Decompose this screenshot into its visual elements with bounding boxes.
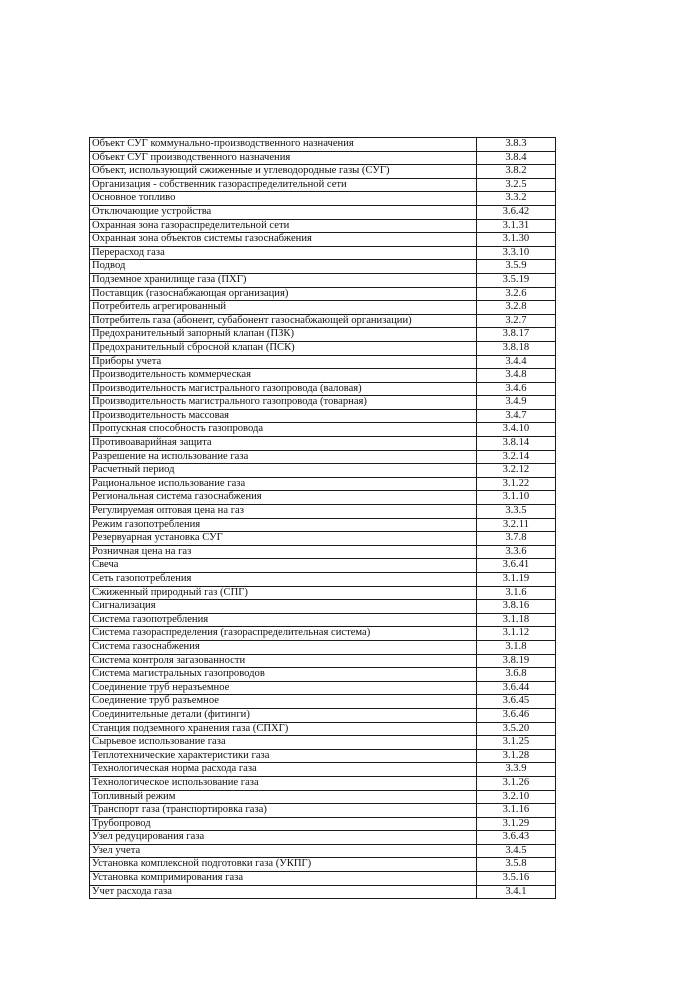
section-number-cell: 3.6.43 (476, 831, 555, 845)
section-number-cell: 3.8.19 (476, 654, 555, 668)
table-row (90, 192, 556, 206)
term-cell: Станция подземного хранения газа (СПХГ) (90, 722, 477, 736)
term-cell: Предохранительный сбросной клапан (ПСК) (90, 341, 477, 355)
table-row (90, 409, 556, 423)
section-number-cell: 3.1.18 (476, 613, 555, 627)
section-number-cell: 3.2.12 (476, 464, 555, 478)
section-number-cell: 3.5.19 (476, 273, 555, 287)
table-row (90, 450, 556, 464)
term-cell: Расчетный период (90, 464, 477, 478)
term-cell: Учет расхода газа (90, 885, 477, 899)
section-number-cell: 3.6.46 (476, 708, 555, 722)
section-number-cell: 3.5.20 (476, 722, 555, 736)
section-number-cell: 3.4.9 (476, 396, 555, 410)
table-row (90, 341, 556, 355)
term-cell: Система контроля загазованности (90, 654, 477, 668)
section-number-cell: 3.7.8 (476, 532, 555, 546)
table-row (90, 246, 556, 260)
section-number-cell: 3.4.8 (476, 369, 555, 383)
table-row (90, 681, 556, 695)
table-row (90, 708, 556, 722)
table-row (90, 586, 556, 600)
term-cell: Система газоснабжения (90, 640, 477, 654)
table-row (90, 518, 556, 532)
term-cell: Противоаварийная защита (90, 437, 477, 451)
term-cell: Узел учета (90, 844, 477, 858)
term-cell: Производительность массовая (90, 409, 477, 423)
section-number-cell: 3.2.14 (476, 450, 555, 464)
section-number-cell: 3.2.11 (476, 518, 555, 532)
term-cell: Подвод (90, 260, 477, 274)
section-number-cell: 3.5.9 (476, 260, 555, 274)
section-number-cell: 3.8.3 (476, 138, 555, 152)
term-cell: Основное топливо (90, 192, 477, 206)
term-cell: Охранная зона объектов системы газоснабжения (90, 233, 477, 247)
section-number-cell: 3.2.7 (476, 314, 555, 328)
section-number-cell: 3.6.45 (476, 695, 555, 709)
term-cell: Топливный режим (90, 790, 477, 804)
section-number-cell: 3.6.42 (476, 205, 555, 219)
table-row (90, 314, 556, 328)
table-row (90, 233, 556, 247)
term-cell: Производительность коммерческая (90, 369, 477, 383)
table-row (90, 260, 556, 274)
section-number-cell: 3.3.9 (476, 763, 555, 777)
section-number-cell: 3.8.14 (476, 437, 555, 451)
term-cell: Охранная зона газораспределительной сети (90, 219, 477, 233)
term-cell: Установка комплексной подготовки газа (УКПГ) (90, 858, 477, 872)
table-row (90, 885, 556, 899)
table-row (90, 559, 556, 573)
section-number-cell: 3.4.1 (476, 885, 555, 899)
table-row (90, 695, 556, 709)
section-number-cell: 3.1.25 (476, 736, 555, 750)
section-number-cell: 3.5.16 (476, 872, 555, 886)
table-row (90, 790, 556, 804)
term-cell: Режим газопотребления (90, 518, 477, 532)
table-row (90, 423, 556, 437)
table-row (90, 640, 556, 654)
table-row (90, 776, 556, 790)
section-number-cell: 3.1.10 (476, 491, 555, 505)
table-row (90, 287, 556, 301)
table-row (90, 464, 556, 478)
term-cell: Свеча (90, 559, 477, 573)
term-cell: Трубопровод (90, 817, 477, 831)
section-number-cell: 3.3.2 (476, 192, 555, 206)
table-row (90, 600, 556, 614)
term-cell: Объект СУГ коммунально-производственного назначения (90, 138, 477, 152)
section-number-cell: 3.1.30 (476, 233, 555, 247)
terms-index-table (89, 137, 556, 899)
term-cell: Предохранительный запорный клапан (ПЗК) (90, 328, 477, 342)
table-row (90, 301, 556, 315)
section-number-cell: 3.8.18 (476, 341, 555, 355)
section-number-cell: 3.4.6 (476, 382, 555, 396)
section-number-cell: 3.8.16 (476, 600, 555, 614)
table-row (90, 165, 556, 179)
section-number-cell: 3.1.6 (476, 586, 555, 600)
term-cell: Подземное хранилище газа (ПХГ) (90, 273, 477, 287)
section-number-cell: 3.8.17 (476, 328, 555, 342)
table-row (90, 178, 556, 192)
table-row (90, 858, 556, 872)
term-cell: Сжиженный природный газ (СПГ) (90, 586, 477, 600)
table-row (90, 573, 556, 587)
term-cell: Объект, использующий сжиженные и углеводородные газы (СУГ) (90, 165, 477, 179)
section-number-cell: 3.1.29 (476, 817, 555, 831)
term-cell: Поставщик (газоснабжающая организация) (90, 287, 477, 301)
section-number-cell: 3.4.4 (476, 355, 555, 369)
table-row (90, 273, 556, 287)
term-cell: Пропускная способность газопровода (90, 423, 477, 437)
term-cell: Технологическая норма расхода газа (90, 763, 477, 777)
term-cell: Узел редуцирования газа (90, 831, 477, 845)
table-row (90, 844, 556, 858)
section-number-cell: 3.4.7 (476, 409, 555, 423)
term-cell: Рациональное использование газа (90, 477, 477, 491)
section-number-cell: 3.1.19 (476, 573, 555, 587)
term-cell: Система магистральных газопроводов (90, 668, 477, 682)
term-cell: Розничная цена на газ (90, 545, 477, 559)
term-cell: Потребитель газа (абонент, субабонент газоснабжающей организации) (90, 314, 477, 328)
section-number-cell: 3.2.10 (476, 790, 555, 804)
section-number-cell: 3.1.12 (476, 627, 555, 641)
term-cell: Теплотехнические характеристики газа (90, 749, 477, 763)
table-row (90, 382, 556, 396)
table-row (90, 627, 556, 641)
term-cell: Резервуарная установка СУГ (90, 532, 477, 546)
table-row (90, 613, 556, 627)
section-number-cell: 3.2.8 (476, 301, 555, 315)
section-number-cell: 3.5.8 (476, 858, 555, 872)
term-cell: Сеть газопотребления (90, 573, 477, 587)
table-row (90, 722, 556, 736)
term-cell: Соединение труб разъемное (90, 695, 477, 709)
section-number-cell: 3.3.6 (476, 545, 555, 559)
table-row (90, 831, 556, 845)
term-cell: Производительность магистрального газопровода (валовая) (90, 382, 477, 396)
section-number-cell: 3.6.44 (476, 681, 555, 695)
term-cell: Приборы учета (90, 355, 477, 369)
term-cell: Региональная система газоснабжения (90, 491, 477, 505)
section-number-cell: 3.1.16 (476, 804, 555, 818)
table-row (90, 654, 556, 668)
table-row (90, 736, 556, 750)
term-cell: Технологическое использование газа (90, 776, 477, 790)
term-cell: Система газораспределения (газораспределительная система) (90, 627, 477, 641)
section-number-cell: 3.1.31 (476, 219, 555, 233)
table-row (90, 763, 556, 777)
term-cell: Объект СУГ производственного назначения (90, 151, 477, 165)
term-cell: Транспорт газа (транспортировка газа) (90, 804, 477, 818)
terms-index-body (90, 138, 556, 899)
section-number-cell: 3.2.6 (476, 287, 555, 301)
table-row (90, 219, 556, 233)
section-number-cell: 3.6.41 (476, 559, 555, 573)
term-cell: Производительность магистрального газопровода (товарная) (90, 396, 477, 410)
table-row (90, 545, 556, 559)
table-row (90, 749, 556, 763)
term-cell: Регулируемая оптовая цена на газ (90, 505, 477, 519)
table-row (90, 872, 556, 886)
table-row (90, 532, 556, 546)
term-cell: Соединение труб неразъемное (90, 681, 477, 695)
table-row (90, 396, 556, 410)
section-number-cell: 3.3.5 (476, 505, 555, 519)
section-number-cell: 3.1.28 (476, 749, 555, 763)
term-cell: Организация - собственник газораспределительной сети (90, 178, 477, 192)
term-cell: Потребитель агрегированный (90, 301, 477, 315)
table-row (90, 477, 556, 491)
table-row (90, 138, 556, 152)
section-number-cell: 3.4.5 (476, 844, 555, 858)
table-row (90, 151, 556, 165)
section-number-cell: 3.8.4 (476, 151, 555, 165)
section-number-cell: 3.1.8 (476, 640, 555, 654)
term-cell: Соединительные детали (фитинги) (90, 708, 477, 722)
section-number-cell: 3.2.5 (476, 178, 555, 192)
table-row (90, 505, 556, 519)
term-cell: Разрешение на использование газа (90, 450, 477, 464)
table-row (90, 804, 556, 818)
term-cell: Перерасход газа (90, 246, 477, 260)
section-number-cell: 3.4.10 (476, 423, 555, 437)
table-row (90, 817, 556, 831)
term-cell: Отключающие устройства (90, 205, 477, 219)
table-row (90, 437, 556, 451)
section-number-cell: 3.3.10 (476, 246, 555, 260)
term-cell: Сигнализация (90, 600, 477, 614)
term-cell: Сырьевое использование газа (90, 736, 477, 750)
table-row (90, 205, 556, 219)
table-row (90, 355, 556, 369)
section-number-cell: 3.6.8 (476, 668, 555, 682)
section-number-cell: 3.1.22 (476, 477, 555, 491)
term-cell: Система газопотребления (90, 613, 477, 627)
section-number-cell: 3.8.2 (476, 165, 555, 179)
table-row (90, 491, 556, 505)
table-row (90, 328, 556, 342)
section-number-cell: 3.1.26 (476, 776, 555, 790)
table-row (90, 369, 556, 383)
term-cell: Установка компримирования газа (90, 872, 477, 886)
table-row (90, 668, 556, 682)
